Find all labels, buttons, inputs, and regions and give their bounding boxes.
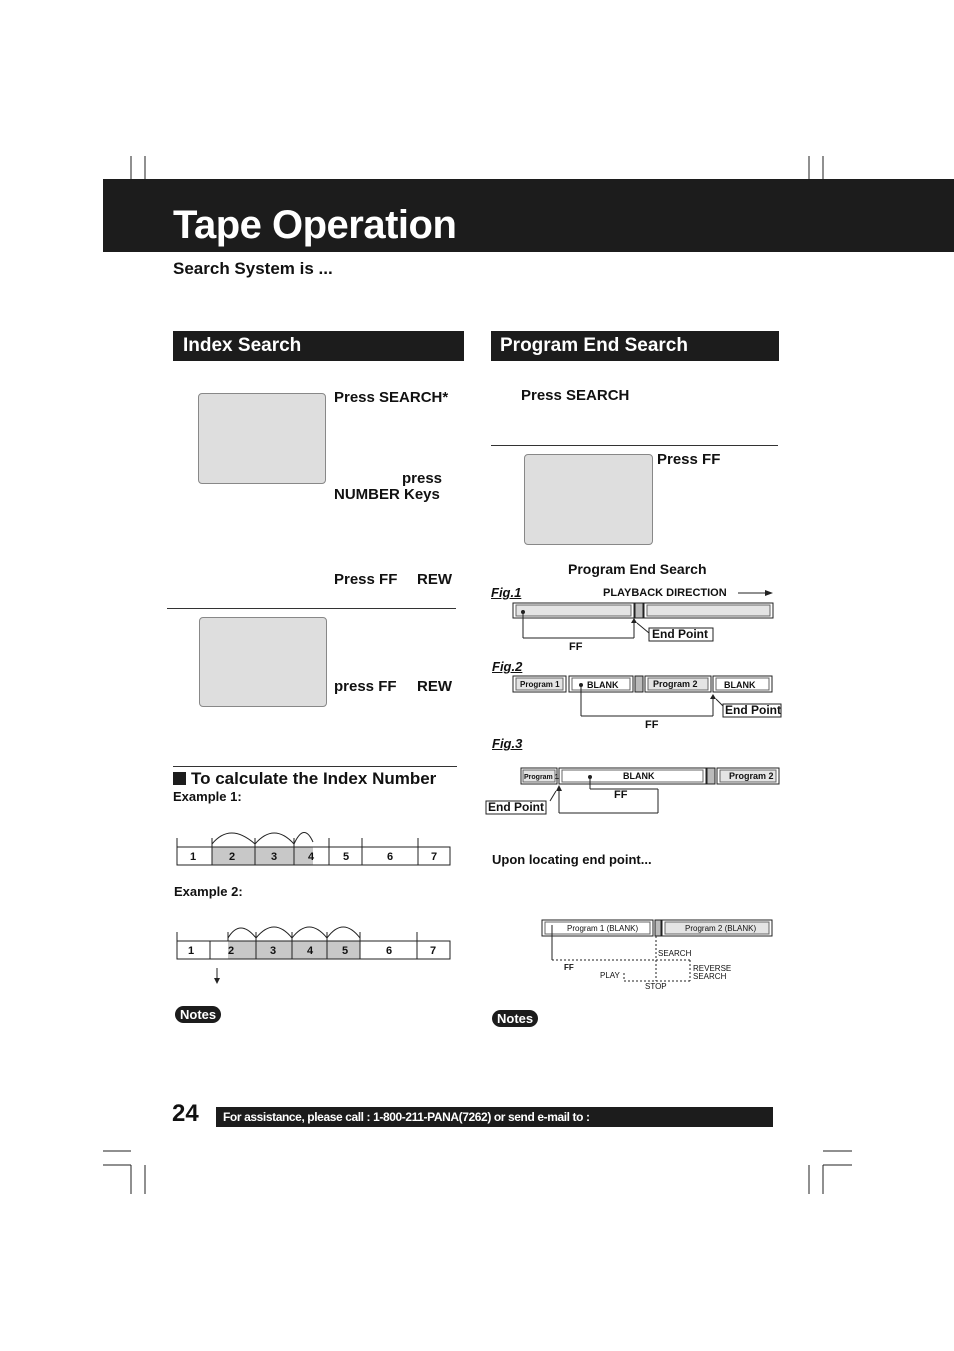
fig4-reverse: REVERSE: [693, 964, 732, 973]
index-step-number-keys: NUMBER Keys: [334, 486, 440, 503]
index-step-rew-2: REW: [417, 678, 452, 695]
fig4-diagram: [538, 915, 778, 995]
fig4-ff: FF: [564, 963, 574, 972]
example-1-cell-1: 1: [189, 851, 197, 863]
fig4-program-2: Program 2 (BLANK): [685, 924, 757, 933]
example-1-cell-5: 5: [342, 851, 350, 863]
example-2-cell-3: 3: [269, 945, 277, 957]
index-step-rew: REW: [417, 571, 452, 588]
program-step-press-search: Press SEARCH: [521, 387, 630, 404]
program-step-press-ff: Press FF: [657, 451, 721, 468]
index-step-press-search: Press SEARCH*: [334, 389, 449, 406]
fig3-ff: FF: [614, 789, 628, 801]
upon-locating-text: Upon locating end point...: [492, 852, 652, 867]
fig3-program-1: Program 1: [524, 774, 559, 781]
fig4-play: PLAY: [600, 971, 620, 980]
example-2-label: Example 2:: [174, 884, 243, 899]
divider: [491, 445, 778, 446]
fig4-stop: STOP: [645, 982, 667, 991]
fig4-program-1: Program 1 (BLANK): [567, 924, 639, 933]
example-1-cell-3: 3: [270, 851, 278, 863]
fig1-label: Fig.1: [491, 585, 522, 600]
index-search-heading: Index Search: [173, 331, 464, 361]
fig2-ff: FF: [645, 719, 659, 731]
fig2-diagram: [505, 672, 785, 732]
index-step-press-ff-2: press FF: [334, 678, 397, 695]
fig4-search-2: SEARCH: [693, 972, 727, 981]
example-1-label: Example 1:: [173, 789, 242, 804]
fig2-blank-1: BLANK: [587, 680, 619, 690]
fig4-search: SEARCH: [658, 949, 692, 958]
calc-heading: To calculate the Index Number: [191, 769, 437, 788]
index-step-press: press: [402, 470, 443, 487]
example-1-cell-7: 7: [430, 851, 438, 863]
fig1-diagram: [505, 583, 785, 653]
fig2-label: Fig.2: [492, 659, 523, 674]
example-1-cell-6: 6: [386, 851, 394, 863]
square-bullet-icon: [173, 772, 186, 785]
fig2-program-2: Program 2: [653, 679, 698, 689]
example-2-cell-6: 6: [385, 945, 393, 957]
fig3-program-2: Program 2: [729, 771, 774, 781]
fig1-direction: PLAYBACK DIRECTION: [603, 587, 727, 599]
tv-screen-3: [524, 454, 653, 545]
divider: [173, 766, 457, 767]
program-end-search-heading: Program End Search: [491, 331, 779, 361]
index-step-press-ff: Press FF: [334, 571, 398, 588]
example-2-cell-2: 2: [227, 945, 235, 957]
example-2-cell-1: 1: [187, 945, 195, 957]
fig3-diagram: [482, 765, 782, 820]
page-title: Tape Operation: [173, 203, 457, 247]
tv-screen-1: [198, 393, 326, 484]
fig2-program-1: Program 1: [520, 680, 560, 689]
fig3-end-point: End Point: [488, 800, 544, 814]
example-1-cell-2: 2: [228, 851, 236, 863]
page-number: 24: [172, 1100, 199, 1127]
program-diagram-title: Program End Search: [568, 561, 707, 577]
index-notes-badge: Notes: [175, 1006, 221, 1023]
example-1-cell-4: 4: [307, 851, 315, 863]
divider: [167, 608, 456, 609]
fig3-label: Fig.3: [492, 736, 523, 751]
program-notes-badge: Notes: [492, 1010, 538, 1027]
example-1-diagram: [170, 820, 460, 875]
fig2-blank-2: BLANK: [724, 680, 756, 690]
fig2-end-point: End Point: [725, 703, 781, 717]
fig3-blank: BLANK: [623, 771, 655, 781]
example-2-cell-7: 7: [429, 945, 437, 957]
tv-screen-2: [199, 617, 327, 707]
fig1-end-point: End Point: [652, 627, 708, 641]
assistance-banner: For assistance, please call : 1-800-211-PANA(7262) or send e-mail to : consumerproducts@panasonic.com: [216, 1107, 773, 1127]
page-subtitle: Search System is ...: [173, 259, 333, 278]
example-2-diagram: [170, 912, 460, 987]
fig1-ff: FF: [569, 641, 583, 653]
example-2-cell-4: 4: [306, 945, 314, 957]
example-2-cell-5: 5: [341, 945, 349, 957]
